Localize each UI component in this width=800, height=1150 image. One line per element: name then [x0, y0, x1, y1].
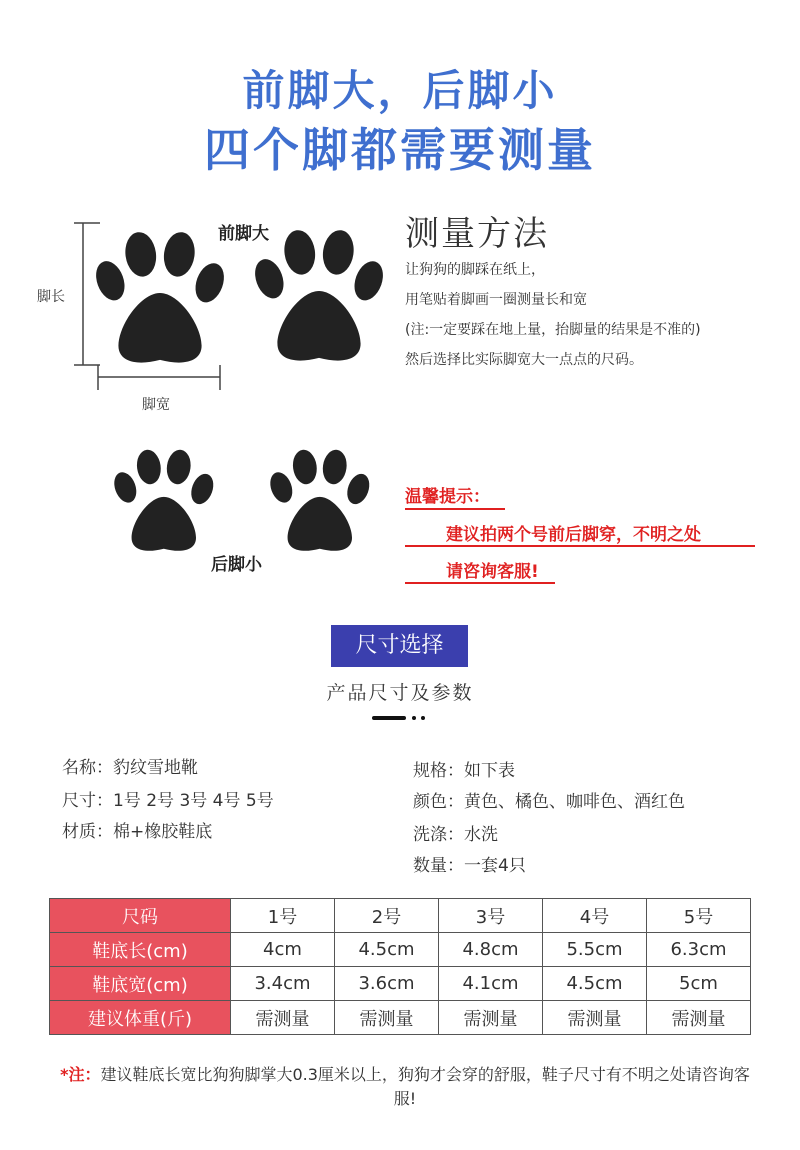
- table-cell: 4.1cm: [439, 967, 543, 1001]
- info-wash: 洗涤：水洗: [413, 825, 498, 845]
- divider-dot: [421, 716, 425, 720]
- paw-print-icon: [264, 445, 374, 555]
- front-paw-label: 前脚大: [218, 224, 269, 244]
- row-label: 鞋底长(cm): [50, 933, 231, 967]
- table-header-row: [50, 899, 751, 933]
- divider-dot: [412, 716, 416, 720]
- table-header-cell: 5号: [647, 899, 751, 933]
- length-label: 脚长: [37, 289, 65, 305]
- tip-line-2: 请咨询客服!: [446, 562, 539, 582]
- table-row: [50, 967, 751, 1001]
- back-paw-label: 后脚小: [211, 555, 262, 575]
- info-sizes: 尺寸：1号 2号 3号 4号 5号: [62, 791, 274, 811]
- footnote: [60, 1063, 750, 1111]
- method-line: 然后选择比实际脚宽大一点点的尺码。: [405, 352, 643, 368]
- method-line: (注:一定要踩在地上量，抬脚量的结果是不准的): [405, 322, 701, 338]
- tip-underline: [405, 582, 555, 584]
- tip-underline: [405, 508, 505, 510]
- table-header-cell: 尺码: [50, 899, 231, 933]
- paw-print-icon: [88, 226, 230, 368]
- method-title: 测量方法: [405, 214, 549, 254]
- paw-print-icon: [247, 224, 389, 366]
- table-header-cell: 2号: [335, 899, 439, 933]
- table-cell: 需测量: [647, 1001, 751, 1035]
- divider-dash: [372, 716, 406, 720]
- paw-print-icon: [108, 445, 218, 555]
- table-cell: 需测量: [439, 1001, 543, 1035]
- table-cell: 3.6cm: [335, 967, 439, 1001]
- table-header-cell: 4号: [543, 899, 647, 933]
- size-selection-banner: 尺寸选择: [331, 625, 468, 667]
- table-header-cell: 1号: [231, 899, 335, 933]
- footnote-marker: *注：: [60, 1065, 101, 1084]
- headline-line-2: 四个脚都需要测量: [204, 123, 596, 177]
- table-row: [50, 1001, 751, 1035]
- table-row: [50, 933, 751, 967]
- size-table: [49, 898, 751, 1035]
- table-cell: 6.3cm: [647, 933, 751, 967]
- footnote-text: 建议鞋底长宽比狗狗脚掌大0.3厘米以上，狗狗才会穿的舒服，鞋子尺寸有不明之处请咨询客服!: [100, 1065, 750, 1108]
- table-cell: 4.5cm: [335, 933, 439, 967]
- headline-line-1: 前脚大，后脚小: [242, 66, 558, 115]
- tip-title: 温馨提示：: [405, 487, 490, 507]
- table-cell: 5.5cm: [543, 933, 647, 967]
- size-subtitle: 产品尺寸及参数: [326, 682, 474, 704]
- info-quantity: 数量：一套4只: [413, 856, 526, 876]
- table-cell: 需测量: [335, 1001, 439, 1035]
- row-label: 鞋底宽(cm): [50, 967, 231, 1001]
- info-name: 名称：豹纹雪地靴: [62, 758, 198, 778]
- table-cell: 4.5cm: [543, 967, 647, 1001]
- table-cell: 需测量: [231, 1001, 335, 1035]
- tip-line-1: 建议拍两个号前后脚穿，不明之处: [446, 525, 701, 545]
- method-line: 让狗狗的脚踩在纸上，: [405, 262, 545, 278]
- width-label: 脚宽: [142, 397, 170, 413]
- row-label: 建议体重(斤): [50, 1001, 231, 1035]
- table-cell: 需测量: [543, 1001, 647, 1035]
- info-colors: 颜色：黄色、橘色、咖啡色、酒红色: [413, 792, 685, 812]
- table-cell: 4cm: [231, 933, 335, 967]
- table-cell: 3.4cm: [231, 967, 335, 1001]
- table-cell: 5cm: [647, 967, 751, 1001]
- info-spec: 规格：如下表: [413, 761, 515, 781]
- table-cell: 4.8cm: [439, 933, 543, 967]
- table-header-cell: 3号: [439, 899, 543, 933]
- tip-underline: [405, 545, 755, 547]
- method-line: 用笔贴着脚画一圈测量长和宽: [405, 292, 587, 308]
- info-material: 材质：棉+橡胶鞋底: [62, 822, 213, 842]
